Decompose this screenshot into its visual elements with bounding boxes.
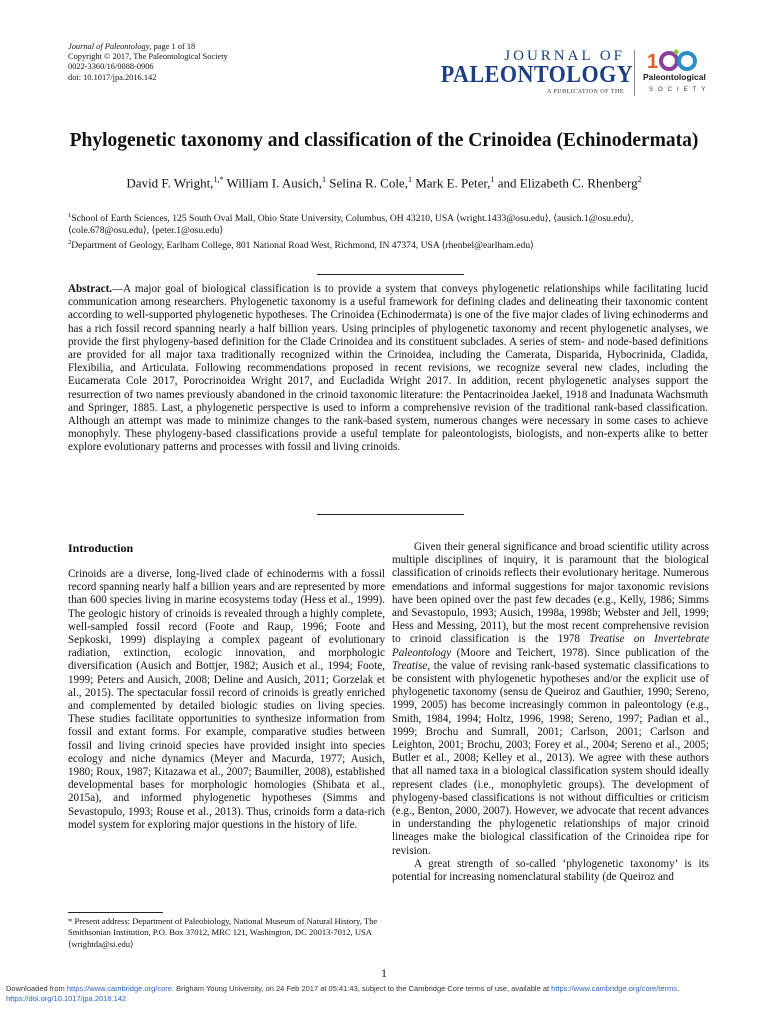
society-name: Paleontological bbox=[643, 72, 706, 82]
logo-separator bbox=[634, 50, 635, 96]
affiliation-2 bbox=[68, 237, 708, 252]
society-logo bbox=[637, 48, 719, 98]
download-notice bbox=[6, 984, 764, 1004]
intro-paragraph-2 bbox=[392, 541, 709, 858]
terms-link[interactable]: https://www.cambridge.org/core/terms bbox=[551, 984, 678, 993]
journal-name: Journal of Paleontology bbox=[68, 42, 150, 51]
abstract-text: —A major goal of biological classification is to provide a system that conveys phylogenetic relationships while facilitating lucid communication among researchers. Phylogenetic taxonomy is a useful framework for defining clades and delineating their taxonomic content according to well-supported phylogenetic hypotheses. The Crinoidea (Echinodermata) is one of the five major clades of living echinoderms and has a rich fossil record spanning nearly a half billion years. Using principles of phylogenetic taxonomy and recent phylogenetic analyses, we provide the first phylogeny-based definition for the Clade Crinoidea and its constituent subclades. A series of stem- and node-based definitions are provided for all major taxa traditionally recognized within the Crinoidea, including the Camerata, Disparida, Hybocrinida, Cladida, Flexibilia, and Articulata. Following recommendations proposed in recent revisions, we recognize several new clades, including the Eucamerata Cole 2017, Porocrinoidea Wright 2017, and Eucladida Wright 2017. In addition, recent phylogenetic analyses support the resurrection of two names previously abandoned in the crinoid taxonomic literature: the Pentacrinoidea Jaekel, 1918 and Inadunata Wachsmuth and Springer, 1885. Last, a phylogenetic perspective is used to inform a comprehensive revision of the traditional rank-based classification. Although an attempt was made to minimize changes to the rank-based system, numerous changes were necessary in some cases to achieve monophyly. These phylogeny-based classifications provide a useful template for paleontologists, biologists, and non-experts alike to better explore evolutionary patterns and processes with fossil and living crinoids. bbox=[68, 283, 708, 454]
treatise-title: Treatise on Invertebrate Paleontology bbox=[392, 633, 709, 659]
copyright: Copyright © 2017, The Paleontological Society bbox=[68, 52, 228, 62]
section-heading-introduction: Introduction bbox=[68, 541, 134, 555]
intro-paragraph-3: A great strength of so-called ‘phylogenetic taxonomy’ is its potential for increasing nomenclatural stability (de Queiroz and bbox=[392, 857, 709, 884]
para2-part-c: , the value of revising rank-based systematic classifications to be consistent with phylogenetic hypotheses and/or the explicit use of phylogenetic taxonomy (sensu de Queiroz and Gauthier, 1990; Sereno, 1999, 2005) has become increasingly common in paleontology (e.g., Smith, 1984, 1994; Holtz, 1996, 1998; Sereno, 1997; Padian et al., 1999; Brochu and Sumrall, 2001; Carlson, 2001; Carlson and Leighton, 2001; Brochu, 2003; Forey et al., 2004; Sereno et al., 2005; Butler et al., 2008; Kelley et al., 2013). We agree with these authors that all named taxa in a biological classification system should ideally represent clades (i.e., monophyletic groups). The development of phylogeny-based classifications is not without difficulties or criticism (e.g., Benton, 2000, 2007). However, we advocate that recent advances in understanding the phylogenetic relationships of major crinoid lineages make the biological classification of the Crinoidea ripe for revision. bbox=[392, 659, 709, 857]
page-info: , page 1 of 18 bbox=[149, 42, 196, 51]
abstract bbox=[68, 283, 708, 455]
issn: 0022-3360/16/0088-0906 bbox=[68, 62, 154, 72]
society-emblem-icon bbox=[647, 48, 707, 74]
author-5-affil: 2 bbox=[637, 175, 642, 184]
author-4: Mark E. Peter, bbox=[411, 175, 491, 191]
society-word: SOCIETY bbox=[649, 87, 711, 93]
abstract-label: Abstract. bbox=[68, 283, 113, 295]
abstract-top-rule bbox=[317, 274, 464, 275]
journal-metadata bbox=[68, 42, 228, 83]
para2-part-b: (Moore and Teichert, 1978). Since publication of the bbox=[451, 646, 709, 659]
author-list bbox=[0, 175, 768, 191]
affiliation-2-number: 2 bbox=[68, 239, 72, 247]
para2-part-a: Given their general significance and broad scientific utility across multiple disciplines of inquiry, it is paramount that the biological classification of crinoids reflects their evolutionary heritage. Numerous emendations and informal suggestions for major taxonomic revisions have been opined over the past few decades (e.g., Kelly, 1986; Simms and Sevastopulo, 1993; Ausich, 1998a, 1998b; Webster and Jell, 1999; Hess and Messing, 2011), but the most recent comprehensive revision to crinoid classification is the 1978 bbox=[392, 541, 709, 646]
affiliation-1-text: School of Earth Sciences, 125 South Oval Mall, Ohio State University, Columbus, OH 43210, USA ⟨wright.1433@osu.edu⟩, ⟨ausich.1@osu.edu⟩, ⟨cole.678@osu.edu⟩, ⟨peter.1@osu.edu⟩ bbox=[68, 213, 634, 237]
footnote-rule bbox=[68, 912, 163, 913]
left-column bbox=[68, 541, 385, 832]
affiliation-1-number: 1 bbox=[68, 212, 72, 219]
author-5: and Elizabeth C. Rhenberg bbox=[494, 175, 638, 191]
intro-paragraph-1: Crinoids are a diverse, long-lived clade of echinoderms with a fossil record spanning nearly half a billion years and are represented by more than 600 species living in marine ecosystems today (Hess et al., 1999). The geologic history of crinoids is revealed through a highly complete, well-sampled fossil record (Foote and Raup, 1996; Foote and Sepkoski, 1999) displaying a complex pageant of evolutionary radiation, extinction, ecologic innovation, and morphologic diversification (Ausich and Bottjer, 1982; Ausich et al., 1994; Foote, 1999; Peters and Ausich, 2008; Deline and Ausich, 2011; Gorzelak et al., 2015). The spectacular fossil record of crinoids is greatly enriched and complemented by detailed biologic studies on living species. These studies facilitate opportunities to synthesize information from fossil and extant forms. For example, comparative studies between fossil and living crinoid species have provided insight into species ecology and niche dynamics (Meyer and Macurda, 1977; Ausich, 1980; Roux, 1987; Kitazawa et al., 2007; Baumiller, 2008), established developmental bases for morphologic homologies (Shibata et al., 2015a), and informed phylogenetic hypotheses (Simms and Sevastopulo, 1993; Rouse et al., 2013). Thus, crinoids form a data-rich model system for exploring major questions in the history of life. bbox=[68, 568, 385, 831]
doi: doi: 10.1017/jpa.2016.142 bbox=[68, 72, 157, 82]
cambridge-core-link[interactable]: https://www.cambridge.org/core bbox=[66, 984, 172, 993]
journal-logo bbox=[440, 48, 719, 100]
author-3-affil: 1 bbox=[407, 175, 412, 184]
treatise-short: Treatise bbox=[392, 659, 428, 672]
affiliation-1 bbox=[68, 210, 708, 237]
author-1: David F. Wright, bbox=[126, 175, 214, 191]
logo-publication: A PUBLICATION OF THE bbox=[546, 89, 624, 95]
download-text-3: . bbox=[677, 984, 680, 993]
download-text-2: . Brigham Young University, on 24 Feb 2017 at 05:41:43, subject to the Cambridge Core terms of use, available at bbox=[171, 984, 552, 993]
doi-link[interactable]: https://doi.org/10.1017/jpa.2016.142 bbox=[6, 993, 127, 1003]
logo-journal-of: JOURNAL OF bbox=[504, 48, 625, 64]
author-2-affil: 1 bbox=[321, 175, 326, 184]
paper-title: Phylogenetic taxonomy and classification of the Crinoidea (Echinodermata) bbox=[69, 130, 699, 151]
abstract-bottom-rule bbox=[317, 514, 464, 515]
page-number: 1 bbox=[381, 966, 387, 980]
affiliation-2-text: Department of Geology, Earlham College, 801 National Road West, Richmond, IN 47374, USA ⟨rhenbel@earlham.edu⟩ bbox=[71, 240, 534, 252]
author-3: Selina R. Cole, bbox=[325, 175, 408, 191]
author-2: William I. Ausich, bbox=[223, 175, 322, 191]
footnote: * Present address: Department of Paleobiology, National Museum of Natural History, The Smithsonian Institution, P.O. Box 37012, MRC 121, Washington, DC 20013-7012, USA ⟨wrightda@si.edu⟩ bbox=[68, 916, 378, 949]
right-column bbox=[392, 541, 709, 884]
download-text-1: Downloaded from bbox=[6, 984, 67, 993]
logo-paleontology: PALEONTOLOGY bbox=[440, 62, 633, 88]
svg-text:1: 1 bbox=[647, 51, 659, 73]
author-4-affil: 1 bbox=[490, 175, 495, 184]
affiliations bbox=[68, 210, 708, 252]
author-1-affil: 1,* bbox=[213, 175, 224, 184]
